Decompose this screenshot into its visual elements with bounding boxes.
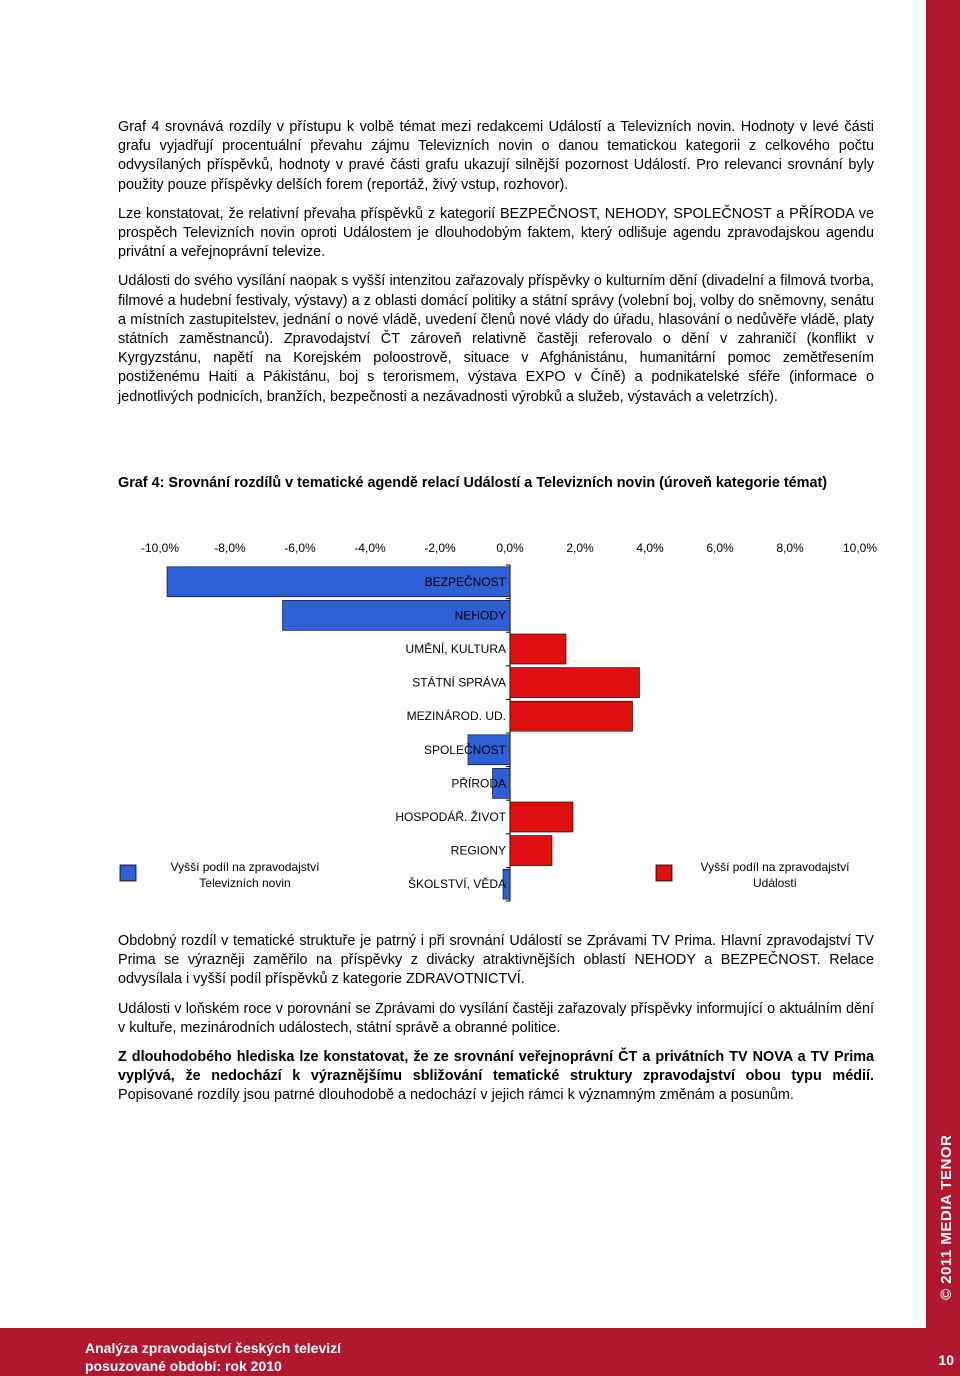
closing-text xyxy=(118,932,874,1116)
legend-label-tvn-line1: Vyšší podíl na zpravodajství xyxy=(170,860,320,874)
tick-label: -8,0% xyxy=(214,541,246,555)
page-number: 10 xyxy=(938,1352,954,1368)
paragraph-2: Lze konstatovat, že relativní převaha příspěvků z kategorií BEZPEČNOST, NEHODY, SPOLEČNOST a PŘÍRODA ve prospěch Televizních novin oproti Událostem je dlouhodobým faktem, který odlišuje agendu zpravodajskou agendu privátní a veřejnoprávní televize. xyxy=(118,205,874,261)
tick-label: -10,0% xyxy=(140,541,180,555)
legend-swatch-red xyxy=(656,865,672,881)
chart-title: Graf 4: Srovnání rozdílů v tematické agendě relací Událostí a Televizních novin (úroveň kategorie témat) xyxy=(118,475,828,491)
category-label: BEZPEČNOST xyxy=(424,574,506,589)
paragraph-6 xyxy=(118,1048,874,1106)
bar xyxy=(510,701,633,731)
tick-label: -4,0% xyxy=(354,541,386,555)
paragraph-4: Obdobný rozdíl v tematické struktuře je patrný i při srovnání Událostí se Zprávami TV Prima. Hlavní zpravodajství TV Prima se výrazněji zaměřilo na příspěvky z divácky atraktivnějších oblastí NEHODY a BEZPEČNOST. Relace odvysílala i vyšší podíl příspěvků z kategorie ZDRAVOTNICTVÍ. xyxy=(118,933,874,988)
bar xyxy=(510,836,552,866)
tick-label: 10,0% xyxy=(842,541,878,555)
category-label: HOSPODÁŘ. ŽIVOT xyxy=(395,810,506,824)
legend-label-ud-line2: Událostí xyxy=(752,876,798,890)
category-label: PŘÍRODA xyxy=(451,776,506,791)
footer-title: Analýza zpravodajství českých televizí xyxy=(85,1340,342,1356)
diverging-bar-chart xyxy=(100,530,880,920)
conclusion-normal: Popisované rozdíly jsou patrné dlouhodobě a nedochází v jejich rámci k významným změnám a posunům. xyxy=(118,1087,794,1104)
category-label: REGIONY xyxy=(450,843,506,858)
tick-label: 4,0% xyxy=(636,541,664,555)
conclusion-bold: Z dlouhodobého hlediska lze konstatovat, že ze srovnání veřejnoprávní ČT a privátních TV NOVA a TV Prima vyplývá, že nedochází k výraznějšímu sbližování tematické struktury zpravodajství obou typu médií. xyxy=(118,1049,874,1085)
paragraph-3: Události do svého vysílání naopak s vyšší intenzitou zařazovaly příspěvky o kulturním dění (divadelní a filmová tvorba, filmové a hudební festivaly, výstavy) a z oblasti domácí politiky a státní správy (volební boj, volby do sněmovny, senátu a místních zastupitelstev, jednání o nové vládě, uvedení členů nové vlády do úřadu, hlasování o nedůvěře vládě, platy státních zaměstnanců). Zpravodajství ČT zároveň relativně častěji referovalo o dění v zahraničí (konflikt v Kyrgyzstánu, napětí na Korejském poloostrově, situace v Afghánistánu, humanitární pomoc zemětřesením postiženému Haiti a Pákistánu, boj s terorismem, výstava EXPO v Číně) a podnikatelské sféře (informace o jednotlivých podnicích, branžích, bezpečnosti a nezávadnosti výrobků a služeb, výstavách a veletrzích). xyxy=(118,273,874,405)
bar xyxy=(510,668,640,698)
category-label: UMĚNÍ, KULTURA xyxy=(405,642,506,656)
bar xyxy=(510,634,566,664)
legend-label-tvn-line2: Televizních novin xyxy=(199,876,291,890)
tick-label: 0,0% xyxy=(496,541,524,555)
legend-swatch-blue xyxy=(120,865,136,881)
footer-bar xyxy=(0,1328,926,1376)
bar xyxy=(510,802,573,832)
tick-label: 2,0% xyxy=(566,541,594,555)
paragraph-5: Události v loňském roce v porovnání se Zprávami do vysílání častěji zařazovaly příspěvky informující o aktuálním dění v kultuře, mezinárodních událostech, státní správě a obranné politice. xyxy=(118,1000,874,1036)
tick-label: -6,0% xyxy=(284,541,316,555)
category-label: NEHODY xyxy=(454,608,506,623)
category-label: SPOLEČNOST xyxy=(423,742,506,757)
legend-label-ud-line1: Vyšší podíl na zpravodajství xyxy=(700,860,850,874)
footer-period: posuzované období: rok 2010 xyxy=(85,1358,282,1374)
category-label: STÁTNÍ SPRÁVA xyxy=(412,675,506,690)
category-label: MEZINÁROD. UD. xyxy=(406,709,506,724)
tick-label: 6,0% xyxy=(706,541,734,555)
paragraph-1: Graf 4 srovnává rozdíly v přístupu k volbě témat mezi redakcemi Událostí a Televizních novin. Hodnoty v levé části grafu vyjadřují procentuální převahu zájmu Televizních novin o danou tematickou kategorii z celkového počtu odvysílaných příspěvků, hodnoty v pravé části grafu ukazují silnější pozornost Událostí. Pro relevanci srovnání byly použity pouze příspěvky delších forem (reportáž, živý vstup, rozhovor). xyxy=(118,119,874,193)
category-label: ŠKOLSTVÍ, VĚDA xyxy=(407,877,506,892)
tick-label: -2,0% xyxy=(424,541,456,555)
copyright-text: © 2011 MEDIA TENOR xyxy=(938,1134,955,1300)
intro-text xyxy=(118,118,874,417)
tick-label: 8,0% xyxy=(776,541,804,555)
